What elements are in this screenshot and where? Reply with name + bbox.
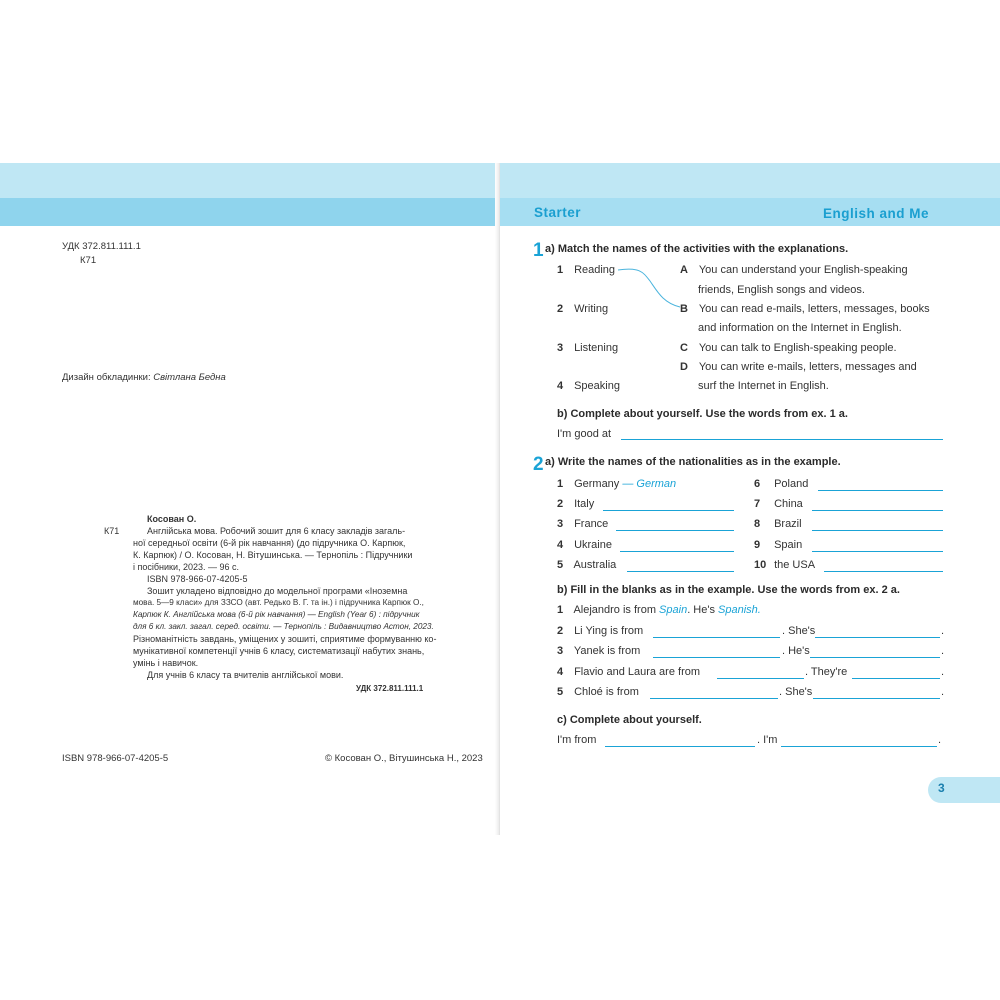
exercise-2-number: 2	[533, 454, 544, 475]
country-num: 4	[557, 539, 564, 551]
country-name: Italy	[574, 498, 595, 510]
explanation-letter: C	[680, 342, 688, 354]
country-num: 2	[557, 498, 564, 510]
nationality-line-9[interactable]	[812, 551, 943, 552]
sentence-num: 3	[557, 645, 564, 657]
activity-4	[557, 380, 620, 392]
explanation-text: You can talk to English-speaking people.	[698, 342, 897, 354]
imprint-line-10: Різноманітність завдань, уміщених у зошиті, сприятиме формуванню ко-	[133, 634, 437, 644]
explanation-a-cont: friends, English songs and videos.	[698, 284, 865, 296]
country-num: 8	[754, 518, 761, 530]
exercise-2b-task: b) Fill in the blanks as in the example. Use the words from ex. 2 a.	[557, 584, 900, 596]
sentence-mid: . He's	[687, 604, 719, 616]
exercise-1-number: 1	[533, 240, 544, 261]
country-2	[557, 498, 594, 510]
activity-label: Listening	[574, 342, 619, 354]
imprint-line-11: мунікативної компетенції учнів 6 класу, систематизації набутих знань,	[133, 646, 425, 656]
sentence-start: Alejandro is from	[573, 604, 660, 616]
explanation-text: You can read e-mails, letters, messages, books	[698, 303, 930, 315]
country-num: 10	[754, 559, 767, 571]
blank-line-3a[interactable]	[653, 657, 780, 658]
exercise-2c-end: .	[938, 734, 942, 746]
exercise-2a-task: a) Write the names of the nationalities as in the example.	[545, 456, 841, 468]
country-5	[557, 559, 616, 571]
blank-end-4: .	[941, 666, 945, 678]
explanation-c	[680, 342, 897, 354]
country-name: the USA	[774, 559, 816, 571]
author-heading: Косован О.	[147, 514, 197, 524]
sentence-num: 2	[557, 625, 564, 637]
nationality-line-8[interactable]	[812, 530, 943, 531]
exercise-1b-task: b) Complete about yourself. Use the words from ex. 1 a.	[557, 408, 848, 420]
blank-mid-5: . She's	[779, 686, 813, 698]
country-name: Ukraine	[574, 539, 612, 551]
explanation-letter: A	[680, 264, 688, 276]
exercise-1a-task: a) Match the names of the activities with the explanations.	[545, 243, 849, 255]
nationality-line-3[interactable]	[616, 530, 734, 531]
sentence-start: Chloé is from	[574, 686, 639, 698]
imprint-line-6: Зошит укладено відповідно до модельної програми «Іноземна	[147, 586, 408, 596]
unit-label-starter: Starter	[534, 205, 582, 220]
blank-sentence-1	[557, 604, 761, 616]
top-band	[500, 163, 1000, 198]
isbn-footer: ISBN 978-966-07-4205-5	[62, 753, 169, 764]
country-name: Australia	[573, 559, 617, 571]
cover-designer-name: Світлана Бедна	[153, 372, 226, 383]
nationality-line-2[interactable]	[603, 510, 734, 511]
blank-line-4a[interactable]	[717, 678, 804, 679]
blank-sentence-4	[557, 666, 700, 678]
activity-2	[557, 303, 608, 315]
country-num: 1	[557, 478, 564, 490]
activity-num: 4	[557, 380, 564, 392]
imprint-line-8: Карпюк К. Англійська мова (6-й рік навчання) — English (Year 6) : підручник	[133, 610, 420, 619]
blank-mid-4: . They're	[805, 666, 848, 678]
sentence-num: 4	[557, 666, 564, 678]
country-7	[754, 498, 803, 510]
nationality-line-6[interactable]	[818, 490, 943, 491]
explanation-a	[680, 264, 908, 276]
explanation-b	[680, 303, 930, 315]
catalog-code: К71	[104, 526, 120, 536]
exercise-2c-start: I'm from	[557, 734, 597, 746]
second-band	[0, 198, 500, 226]
blank-end-2: .	[941, 625, 945, 637]
activity-label: Speaking	[574, 380, 620, 392]
answer-line-from[interactable]	[605, 746, 755, 747]
udk-bottom: УДК 372.811.111.1	[356, 684, 424, 693]
nationality-line-10[interactable]	[824, 571, 943, 572]
country-1	[557, 478, 676, 490]
country-name: China	[774, 498, 803, 510]
imprint-line-1: Англійська мова. Робочий зошит для 6 класу закладів загаль-	[147, 526, 406, 536]
country-name: Spain	[774, 539, 803, 551]
exercise-1b-prompt: I'm good at	[557, 428, 612, 440]
top-band	[0, 163, 500, 198]
activity-3	[557, 342, 618, 354]
blank-line-2b[interactable]	[815, 637, 940, 638]
imprint-line-4: і посібники, 2023. — 96 с.	[133, 562, 240, 572]
country-num: 7	[754, 498, 761, 510]
copyright: © Косован О., Вітушинська Н., 2023	[325, 753, 483, 764]
explanation-d	[680, 361, 917, 373]
country-4	[557, 539, 612, 551]
imprint-line-13: Для учнів 6 класу та вчителів англійської мови.	[147, 670, 344, 680]
country-num: 3	[557, 518, 564, 530]
exercise-2c-mid: . I'm	[757, 734, 778, 746]
blank-mid-3: . He's	[782, 645, 810, 657]
answer-line-good-at[interactable]	[621, 439, 943, 440]
activity-label: Writing	[574, 303, 609, 315]
blank-line-3b[interactable]	[810, 657, 940, 658]
explanation-text: You can understand your English-speaking	[698, 264, 908, 276]
exercise-2c-task: c) Complete about yourself.	[557, 714, 702, 726]
example-answer: — German	[622, 478, 677, 490]
cover-design-prefix: Дизайн обкладинки:	[62, 372, 154, 383]
sentence-end: .	[757, 604, 761, 616]
match-connector-line	[615, 263, 685, 313]
blank-mid-2: . She's	[782, 625, 816, 637]
activity-num: 2	[557, 303, 564, 315]
imprint-line-2: ної середньої освіти (6-й рік навчання) (до підручника О. Карпюк,	[133, 538, 406, 548]
blank-line-4b[interactable]	[852, 678, 940, 679]
sentence-start: Flavio and Laura are from	[574, 666, 701, 678]
country-6	[754, 478, 808, 490]
catalog-code-top: К71	[80, 255, 97, 266]
page-number: 3	[938, 781, 945, 795]
sentence-num: 1	[557, 604, 564, 616]
sentence-start: Yanek is from	[573, 645, 641, 657]
nationality-line-4[interactable]	[620, 551, 734, 552]
imprint-isbn: ISBN 978-966-07-4205-5	[147, 574, 248, 584]
cover-design-credit	[62, 372, 226, 383]
imprint-line-12: умінь і навичок.	[133, 658, 199, 668]
answer-line-nationality[interactable]	[781, 746, 937, 747]
explanation-text: You can write e-mails, letters, messages and	[698, 361, 917, 373]
example-country: Spain	[659, 604, 688, 616]
right-page	[500, 163, 1000, 835]
blank-sentence-2	[557, 625, 643, 637]
blank-sentence-3	[557, 645, 640, 657]
country-num: 6	[754, 478, 761, 490]
country-num: 9	[754, 539, 761, 551]
blank-line-5a[interactable]	[650, 698, 778, 699]
activity-label: Reading	[574, 264, 616, 276]
country-num: 5	[557, 559, 564, 571]
imprint-line-7: мова. 5—9 класи» для ЗЗСО (авт. Редько В. Г. та ін.) і підручника Карпюк О.,	[133, 598, 424, 607]
blank-sentence-5	[557, 686, 639, 698]
example-nationality: Spanish	[718, 604, 758, 616]
activity-num: 1	[557, 264, 564, 276]
explanation-b-cont: and information on the Internet in English.	[698, 322, 902, 334]
nationality-line-5[interactable]	[627, 571, 734, 572]
country-name: Brazil	[774, 518, 802, 530]
blank-line-2a[interactable]	[653, 637, 780, 638]
country-name: Germany	[574, 478, 620, 490]
activity-1	[557, 264, 615, 276]
page-number-badge	[928, 777, 1000, 803]
explanation-d-cont: surf the Internet in English.	[698, 380, 829, 392]
unit-title: English and Me	[823, 206, 930, 221]
activity-num: 3	[557, 342, 564, 354]
country-name: Poland	[774, 478, 809, 490]
left-page	[0, 163, 500, 835]
imprint-line-3: К. Карпюк) / О. Косован, Н. Вітушинська. — Тернопіль : Підручники	[133, 550, 413, 560]
country-8	[754, 518, 802, 530]
country-name: France	[574, 518, 609, 530]
blank-line-5b[interactable]	[813, 698, 940, 699]
country-10	[754, 559, 815, 571]
sentence-start: Li Ying is from	[574, 625, 644, 637]
explanation-letter: D	[680, 361, 688, 373]
blank-end-5: .	[941, 686, 945, 698]
nationality-line-7[interactable]	[812, 510, 943, 511]
blank-end-3: .	[941, 645, 945, 657]
country-9	[754, 539, 802, 551]
explanation-letter: B	[680, 303, 688, 315]
country-3	[557, 518, 608, 530]
sentence-num: 5	[557, 686, 564, 698]
imprint-line-9: для 6 кл. закл. загал. серед. освіти. — Тернопіль : Видавництво Астон, 2023.	[133, 622, 434, 631]
udk-code: УДК 372.811.111.1	[62, 241, 141, 252]
